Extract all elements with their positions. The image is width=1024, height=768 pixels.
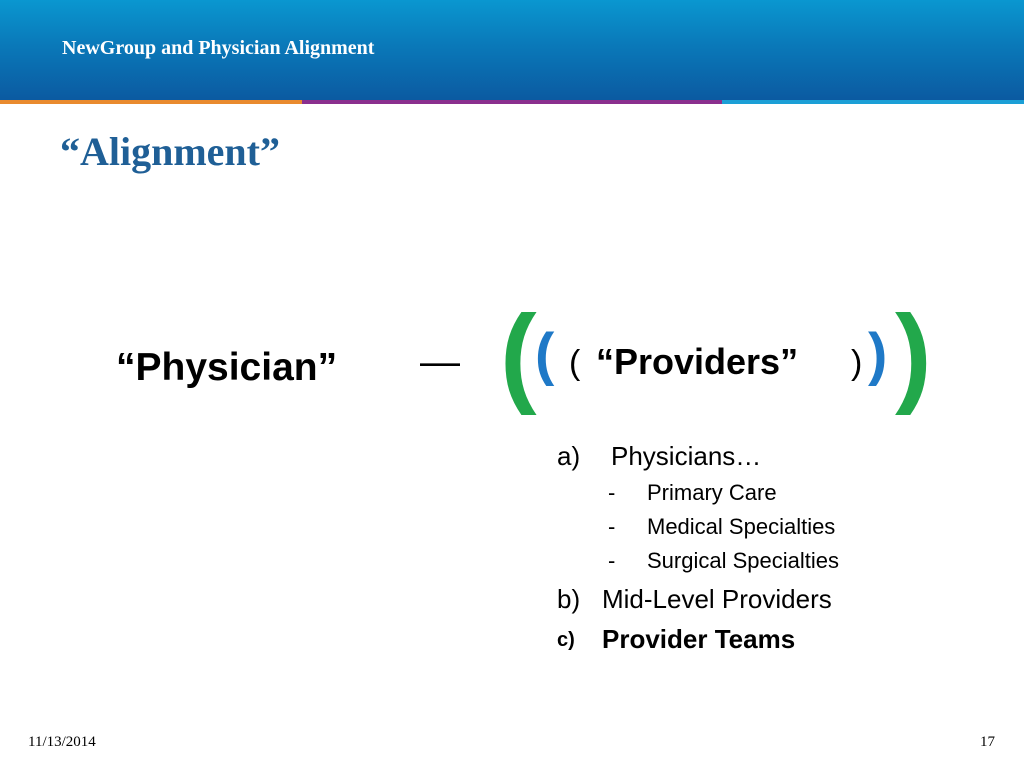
header-bar [0,0,1024,100]
outer-left-paren: ( [500,293,537,416]
providers-term: “Providers” [596,341,799,382]
list-item-label: Mid-Level Providers [602,584,832,614]
sub-item-label: Surgical Specialties [647,548,839,573]
physician-term: “Physician” [116,346,338,389]
list-marker: b) [557,584,581,614]
accent-stripe-purple [302,100,722,104]
middle-left-paren: ( [535,322,555,387]
middle-right-paren: ) [868,322,888,387]
footer-date: 11/13/2014 [28,734,96,750]
sub-marker: - [608,514,616,539]
sub-item-label: Primary Care [647,480,777,505]
inner-left-paren: ( [569,344,581,382]
outer-right-paren: ) [895,293,932,416]
em-dash: — [420,340,460,384]
slide-number: 17 [980,734,995,750]
sub-marker: - [608,480,616,505]
list-marker: a) [557,441,581,471]
accent-stripe-blue [722,100,1024,104]
slide-title: “Alignment” [60,129,280,174]
list-item-label: Physicians… [611,441,762,471]
list-item-label: Provider Teams [602,624,796,654]
header-title: NewGroup and Physician Alignment [62,37,375,59]
sub-item-label: Medical Specialties [647,514,836,539]
inner-right-paren: ) [851,344,863,382]
accent-stripe-orange [0,100,302,104]
list-marker: c) [557,629,575,651]
sub-marker: - [608,548,616,573]
